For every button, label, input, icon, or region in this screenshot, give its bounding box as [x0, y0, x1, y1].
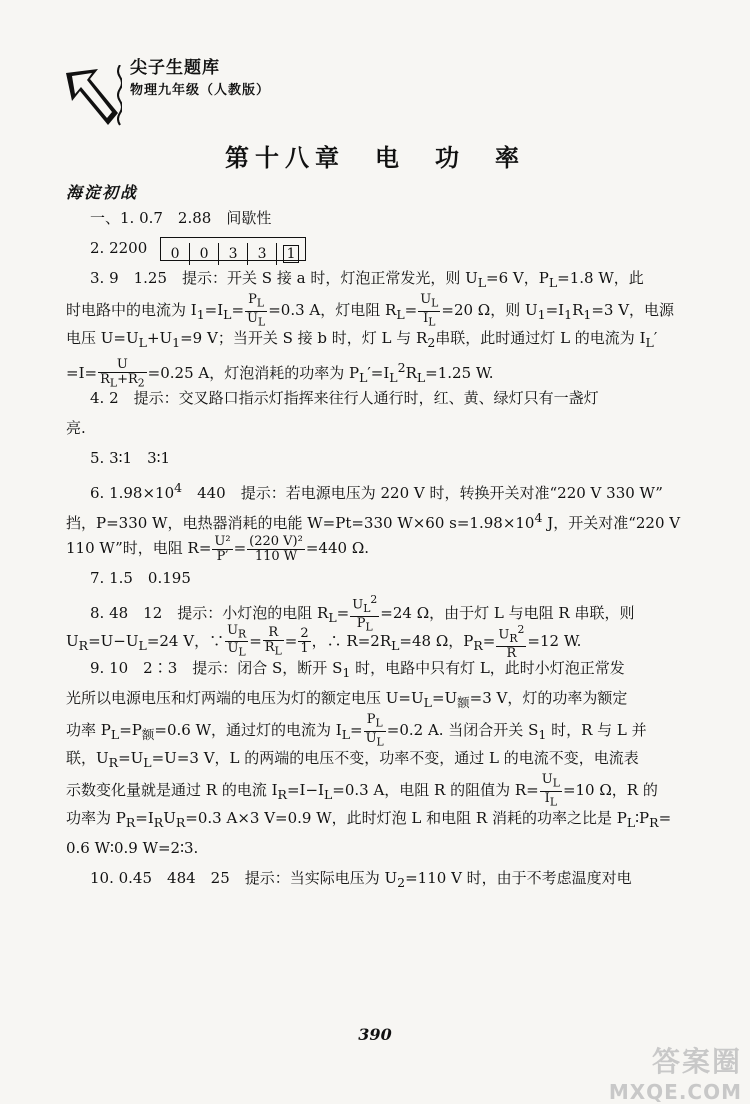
- sub: L: [376, 735, 384, 749]
- text: =1.25 W.: [425, 364, 494, 382]
- sub: 1: [538, 727, 547, 743]
- sup: 2: [517, 623, 525, 636]
- num: P: [366, 712, 376, 727]
- text: =0.6 W，通过灯的电流为 I: [154, 721, 342, 740]
- sub: L: [328, 609, 337, 625]
- sub: L: [477, 275, 487, 290]
- answer-q5: 5. 3∶1 3∶1: [90, 449, 171, 467]
- sup: 2: [397, 360, 406, 375]
- text: =48 Ω，P: [399, 631, 474, 650]
- answer-q8-line1: [66, 593, 680, 634]
- text: =: [231, 301, 245, 320]
- sub: 1: [564, 307, 573, 323]
- answer-q10: [66, 863, 680, 893]
- den: U: [227, 641, 239, 657]
- sub: L: [423, 695, 432, 710]
- text: =: [658, 809, 672, 827]
- sub: L: [110, 727, 120, 743]
- digit-box: 0: [161, 243, 190, 265]
- text: U: [66, 631, 79, 650]
- num: (220 V)²: [249, 533, 303, 549]
- text: 时，电路中只有灯 L，此时小灯泡正常发: [350, 659, 625, 677]
- text: 10. 0.45 484 25 提示：当实际电压为 U: [90, 869, 398, 887]
- sub: L: [323, 787, 333, 803]
- answer-q9-line6: [66, 803, 680, 833]
- sub: L: [552, 776, 560, 790]
- text: 8. 48 12 提示：小灯泡的电阻 R: [90, 603, 329, 622]
- watermark-url: MXQE.COM: [608, 1080, 742, 1104]
- text: U: [163, 809, 176, 827]
- sub: L: [548, 275, 558, 290]
- text: =9 V；当开关 S 接 b 时，灯 L 与 R: [180, 329, 428, 347]
- den: U: [365, 730, 377, 746]
- answer-q6-line1: [66, 473, 680, 503]
- text: =: [284, 631, 298, 650]
- sub: L: [365, 620, 373, 634]
- text: +U: [146, 329, 173, 347]
- den: I: [544, 790, 550, 806]
- text: 时，R 与 L 并: [546, 721, 647, 740]
- answer-q3-line2: [66, 292, 680, 329]
- answer-q9-line2: [66, 683, 680, 713]
- sub: R: [277, 787, 287, 803]
- text: 时电路中的电流为 I: [66, 301, 197, 320]
- answer-q1: 一、1. 0.7 2.88 间歇性: [90, 209, 272, 227]
- text: =: [350, 721, 363, 740]
- digit-box-last: [277, 243, 305, 265]
- text: ′: [653, 329, 658, 347]
- text: =P: [119, 721, 142, 740]
- answer-q3-line1: [66, 263, 680, 293]
- sub: 2: [397, 875, 406, 890]
- text: =20 Ω，则 U: [441, 301, 538, 320]
- sub: L: [416, 370, 426, 385]
- series-title: 尖子生题库: [130, 58, 220, 78]
- sub: R: [78, 637, 89, 653]
- sub: R: [108, 755, 119, 770]
- num: U: [227, 622, 239, 638]
- num: U²: [214, 533, 231, 549]
- sub: 1: [537, 307, 546, 323]
- num: 2: [300, 626, 309, 642]
- text: =10 Ω，R 的: [562, 781, 658, 800]
- sub: R: [153, 815, 164, 830]
- den: 110 W: [254, 548, 298, 564]
- sub: L: [431, 296, 439, 310]
- num: R: [263, 626, 284, 641]
- den: 1: [300, 641, 309, 657]
- sub: L: [428, 315, 436, 329]
- text: =: [482, 631, 496, 650]
- answer-q7: 7. 1.5 0.195: [90, 569, 191, 587]
- text: 串联，此时通过灯 L 的电流为 I: [435, 329, 646, 347]
- text: =U=3 V，L 的两端的电压不变，功率不变，通过 L 的电流不变，电流表: [151, 749, 639, 767]
- text: =12 W.: [527, 631, 582, 650]
- text: 示数变化量就是通过 R 的电流 I: [66, 781, 278, 800]
- answer-q9-line5: [66, 772, 680, 809]
- text: =3 V，灯的功率为额定: [469, 689, 628, 707]
- answer-q3-line3: [66, 323, 680, 353]
- text: =24 V，∵: [146, 631, 225, 650]
- answer-q6-line3: [66, 533, 680, 563]
- answer-body: [66, 203, 680, 893]
- num: U: [352, 597, 364, 613]
- book-subtitle: 物理九年级（人教版）: [130, 83, 271, 98]
- text: 6. 1.98×10: [90, 484, 175, 502]
- den: R: [100, 371, 110, 387]
- sub: R: [238, 627, 247, 641]
- text: =110 V 时，由于不考虑温度对电: [405, 869, 632, 887]
- digit-boxes: [160, 237, 306, 261]
- sub: L: [143, 755, 152, 770]
- text: ′=I: [367, 364, 390, 382]
- num: P: [248, 292, 257, 307]
- text: =0.25 A，灯泡消耗的功率为 P: [147, 364, 360, 382]
- sup: 2: [370, 593, 378, 606]
- sub: L: [359, 370, 368, 385]
- sub: L: [341, 727, 350, 743]
- text: 电压 U=U: [66, 329, 139, 347]
- answer-q9-line1: [66, 653, 680, 683]
- num: U: [498, 627, 510, 643]
- section-title: 海淀初战: [66, 183, 139, 202]
- den: I: [423, 310, 429, 326]
- answer-q3-line4: [66, 353, 680, 390]
- text: =I: [545, 301, 565, 320]
- sub: L: [396, 307, 405, 323]
- num: U: [98, 358, 147, 373]
- answer-q9-line3: [66, 712, 680, 749]
- text: =1.8 W，此: [557, 269, 644, 287]
- text: 挡，P=330 W，电热器消耗的电能 W=Pt=330 W×60 s=1.98×10: [66, 514, 535, 532]
- text: R: [405, 364, 417, 382]
- text: =440 Ω.: [305, 539, 370, 557]
- text: ，∴ R=2R: [311, 631, 392, 650]
- digit-box: 0: [190, 243, 219, 265]
- text: =I−I: [286, 781, 324, 800]
- sub: L: [138, 637, 147, 653]
- page-number: 390: [358, 1025, 392, 1044]
- sub: L: [138, 335, 147, 350]
- sub: 1: [342, 665, 351, 680]
- text: 110 W”时，电阻 R=: [66, 539, 212, 557]
- digit-inner: 1: [283, 245, 299, 263]
- arrow-logo-icon: [62, 65, 122, 135]
- answer-q6-line2: [66, 503, 680, 533]
- den: P: [356, 615, 366, 631]
- sub: L: [238, 646, 246, 660]
- sub: L: [223, 307, 232, 323]
- text: 联，U: [66, 749, 109, 767]
- answer-q8-line2: [66, 620, 680, 661]
- text: =0.3 A×3 V=0.9 W，此时灯泡 L 和电阻 R 消耗的功率之比是 P: [185, 809, 627, 827]
- text: =I=: [66, 364, 98, 382]
- sub: 1: [172, 335, 181, 350]
- sub: L: [258, 315, 266, 329]
- sub: 2: [137, 376, 145, 390]
- sub: L: [363, 601, 371, 615]
- sub: 额: [457, 695, 470, 710]
- den: R: [264, 639, 275, 655]
- sub: 1: [583, 307, 592, 323]
- text: =I: [135, 809, 154, 827]
- sub: 1: [196, 307, 205, 323]
- text: =I: [204, 301, 224, 320]
- sub: 额: [141, 727, 155, 743]
- book-header: [62, 55, 322, 135]
- text: =: [249, 631, 262, 650]
- text: 光所以电源电压和灯两端的电压为灯的额定电压 U=U: [66, 689, 424, 707]
- text: =6 V，P: [486, 269, 549, 287]
- text: =3 V，电源: [591, 301, 675, 320]
- text: =: [233, 539, 247, 557]
- den: R: [506, 645, 517, 661]
- sub: L: [549, 795, 558, 809]
- text: =: [404, 301, 418, 320]
- text: J，开关对准“220 V: [542, 514, 681, 532]
- text: =0.3 A，电阻 R 的阻值为 R=: [332, 781, 539, 800]
- fraction: [212, 535, 232, 564]
- text: 3. 9 1.25 提示：开关 S 接 a 时，灯泡正常发光，则 U: [90, 269, 478, 287]
- sub: R: [175, 815, 186, 830]
- text: R: [572, 301, 584, 320]
- text: =U: [118, 749, 144, 767]
- den-plus: +R: [117, 371, 138, 387]
- sup: 4: [174, 480, 183, 495]
- text: =U−U: [88, 631, 139, 650]
- num: U: [541, 772, 553, 787]
- sub: L: [626, 815, 636, 830]
- text: 功率 P: [66, 721, 111, 740]
- sub: R: [473, 637, 483, 653]
- den: U: [247, 310, 259, 326]
- text: =: [336, 603, 350, 622]
- answer-q4-line1: 4. 2 提示：交叉路口指示灯指挥来往行人通行时，红、黄、绿灯只有一盏灯: [90, 389, 599, 407]
- answer-q9-line7: 0.6 W∶0.9 W=2∶3.: [66, 839, 199, 857]
- digit-box: 3: [248, 243, 277, 265]
- sub: R: [125, 815, 136, 830]
- fraction: [247, 535, 305, 564]
- text: 440 提示：若电源电压为 220 V 时，转换开关对准“220 V 330 W”: [182, 484, 663, 502]
- text: =0.2 A. 当闭合开关 S: [386, 721, 539, 740]
- sup: 4: [534, 510, 543, 525]
- sub: L: [274, 644, 282, 658]
- text: 9. 10 2∶3 提示：闭合 S，断开 S: [90, 659, 343, 677]
- text: 功率为 P: [66, 809, 126, 827]
- answer-q4-line2: 亮.: [66, 419, 86, 437]
- sub: L: [109, 376, 118, 390]
- q2-prefix: 2. 2200: [90, 239, 148, 257]
- watermark-text: 答案圈: [651, 1045, 742, 1078]
- text: ∶P: [635, 809, 650, 827]
- text: =U: [431, 689, 458, 707]
- text: =24 Ω，由于灯 L 与电阻 R 串联，则: [380, 603, 635, 622]
- sub: R: [509, 631, 518, 645]
- sub: L: [645, 335, 654, 350]
- sub: L: [391, 637, 400, 653]
- sub: R: [649, 815, 659, 830]
- sub: 2: [427, 335, 436, 350]
- answer-q9-line4: [66, 743, 680, 773]
- den: P′: [216, 548, 229, 564]
- answer-q2: [66, 233, 680, 263]
- sub: L: [256, 296, 265, 310]
- text: =0.3 A，灯电阻 R: [268, 301, 397, 320]
- sub: L: [375, 716, 383, 730]
- num: U: [420, 292, 432, 307]
- watermark-logo: [609, 1040, 742, 1104]
- digit-box: 3: [219, 243, 248, 265]
- chapter-title: 第十八章 电 功 率: [225, 144, 525, 172]
- sub: L: [389, 370, 398, 385]
